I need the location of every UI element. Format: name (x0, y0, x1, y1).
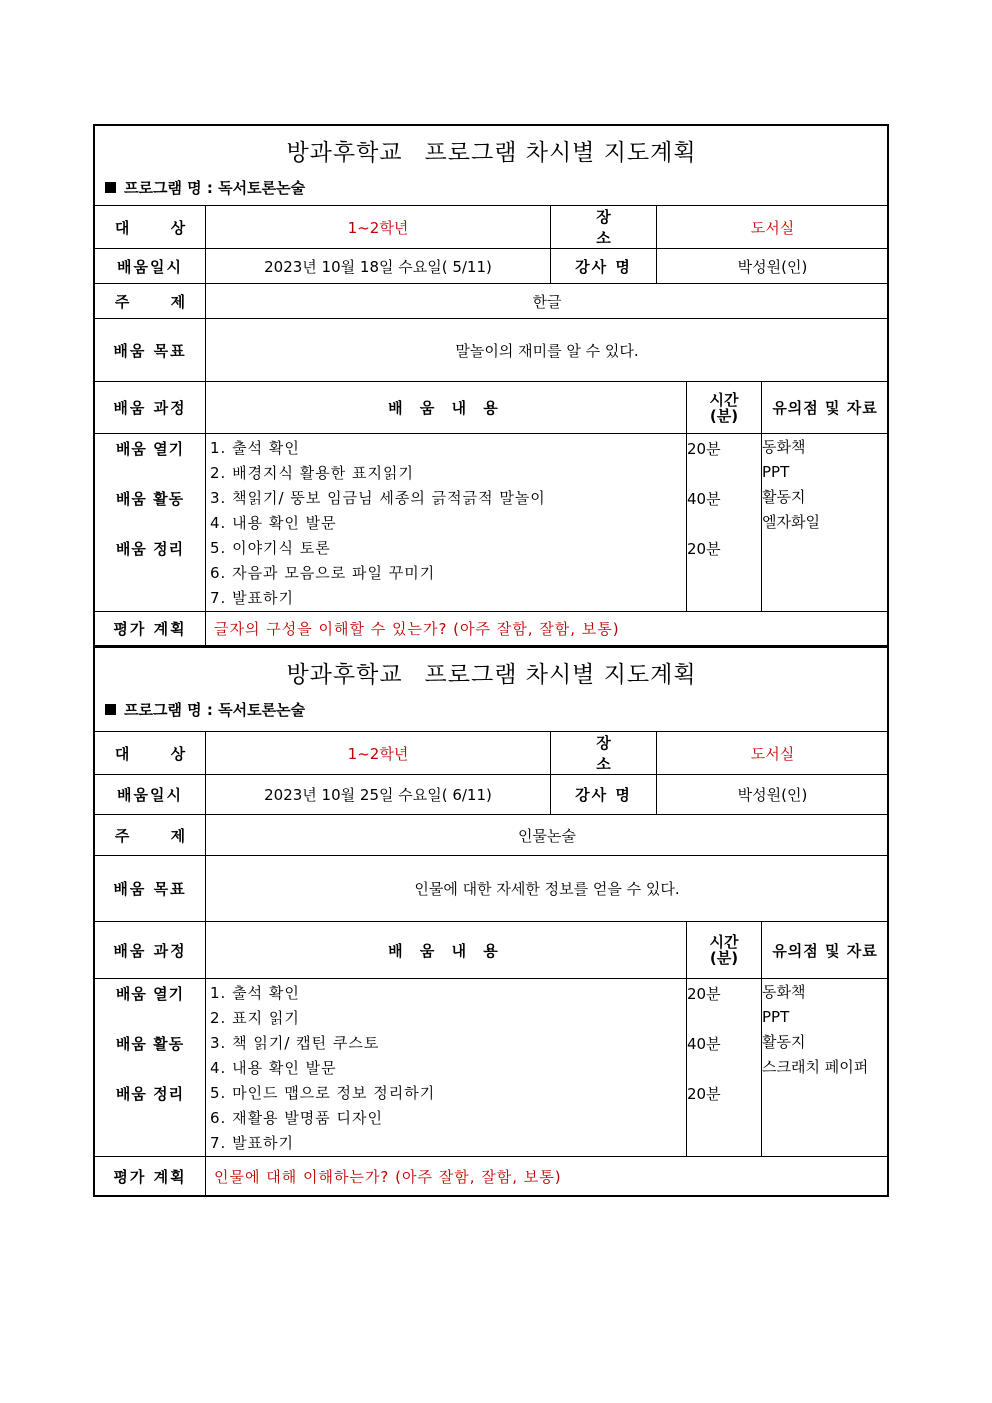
square-bullet-icon (105, 704, 116, 715)
program-name: 프로그램 명 : 독서토론논술 (95, 167, 888, 198)
list-item: 3. 책읽기/ 뚱보 임금님 세종의 긁적긁적 말놀이 (210, 489, 546, 507)
time-value: 20분 (687, 540, 721, 558)
topic-label: 주 제 (95, 284, 206, 319)
place-label: 장 소 (551, 732, 657, 775)
phase-activity: 배움 활동 (115, 490, 185, 508)
materials-label: 유의점 및 자료 (762, 922, 889, 979)
materials-column (762, 434, 889, 612)
goal-value: 말놀이의 재미를 알 수 있다. (206, 319, 889, 382)
phase-open: 배움 열기 (115, 985, 185, 1003)
goal-label: 배움 목표 (95, 319, 206, 382)
list-item: 5. 마인드 맵으로 정보 정리하기 (210, 1084, 436, 1102)
time-column (687, 434, 762, 612)
title-cell (95, 648, 889, 732)
instructor-label: 강사 명 (551, 249, 657, 284)
goal-value: 인물에 대한 자세한 정보를 얻을 수 있다. (206, 856, 889, 922)
material-item: 동화책 (762, 438, 806, 456)
material-item: 스크래치 페이퍼 (762, 1058, 869, 1076)
place-value: 도서실 (657, 206, 889, 249)
date-label: 배움일시 (95, 249, 206, 284)
lesson-plan-2 (94, 647, 888, 1196)
steps-cell (206, 979, 687, 1157)
content-label: 배 움 내 용 (206, 382, 687, 434)
time-value: 40분 (687, 490, 721, 508)
list-item: 6. 재활용 발명품 디자인 (210, 1109, 384, 1127)
list-item: 4. 내용 확인 발문 (210, 514, 337, 532)
process-label: 배움 과정 (95, 922, 206, 979)
phase-open: 배움 열기 (115, 440, 185, 458)
place-value: 도서실 (657, 732, 889, 775)
lesson-plan-1 (94, 125, 888, 646)
material-item: 동화책 (762, 983, 806, 1001)
list-item: 2. 표지 읽기 (210, 1009, 300, 1027)
target-label: 대 상 (95, 206, 206, 249)
time-column (687, 979, 762, 1157)
list-item: 3. 책 읽기/ 캡틴 쿠스토 (210, 1034, 380, 1052)
topic-label: 주 제 (95, 815, 206, 856)
page-title: 방과후학교 프로그램 차시별 지도계획 (286, 662, 697, 688)
phase-activity: 배움 활동 (115, 1035, 185, 1053)
material-item: 활동지 (762, 1033, 806, 1051)
steps-list (206, 434, 686, 611)
target-label: 대 상 (95, 732, 206, 775)
phase-column (95, 979, 206, 1157)
materials-column (762, 979, 889, 1157)
material-item: 활동지 (762, 488, 806, 506)
eval-value: 인물에 대해 이해하는가? (아주 잘함, 잘함, 보통) (206, 1157, 889, 1196)
time-value: 20분 (687, 440, 721, 458)
program-name: 프로그램 명 : 독서토론논술 (95, 689, 888, 720)
phase-wrapup: 배움 정리 (115, 1085, 185, 1103)
list-item: 6. 자음과 모음으로 파일 꾸미기 (210, 564, 436, 582)
list-item: 4. 내용 확인 발문 (210, 1059, 337, 1077)
topic-value: 한글 (206, 284, 889, 319)
date-value: 2023년 10월 25일 수요일( 6/11) (206, 775, 551, 815)
plan-table (94, 125, 889, 646)
list-item: 5. 이야기식 토론 (210, 539, 331, 557)
list-item: 2. 배경지식 활용한 표지읽기 (210, 464, 415, 482)
material-item: 엘자화일 (762, 513, 820, 531)
time-label: 시간 (분) (687, 922, 762, 979)
date-value: 2023년 10월 18일 수요일( 5/11) (206, 249, 551, 284)
goal-label: 배움 목표 (95, 856, 206, 922)
materials-label: 유의점 및 자료 (762, 382, 889, 434)
plan-table (94, 647, 889, 1196)
target-value: 1~2학년 (206, 732, 551, 775)
topic-value: 인물논술 (206, 815, 889, 856)
time-value: 40분 (687, 1035, 721, 1053)
list-item: 1. 출석 확인 (210, 439, 300, 457)
square-bullet-icon (105, 182, 116, 193)
steps-cell (206, 434, 687, 612)
place-label: 장 소 (551, 206, 657, 249)
list-item: 7. 발표하기 (210, 589, 295, 607)
title-cell (95, 126, 889, 206)
date-label: 배움일시 (95, 775, 206, 815)
material-item: PPT (762, 463, 790, 481)
process-label: 배움 과정 (95, 382, 206, 434)
eval-label: 평가 계획 (95, 612, 206, 646)
target-value: 1~2학년 (206, 206, 551, 249)
instructor-value: 박성원(인) (657, 775, 889, 815)
material-item: PPT (762, 1008, 790, 1026)
steps-list (206, 979, 686, 1156)
list-item: 7. 발표하기 (210, 1134, 295, 1152)
time-value: 20분 (687, 985, 721, 1003)
phase-wrapup: 배움 정리 (115, 540, 185, 558)
instructor-value: 박성원(인) (657, 249, 889, 284)
eval-label: 평가 계획 (95, 1157, 206, 1196)
eval-value: 글자의 구성을 이해할 수 있는가? (아주 잘함, 잘함, 보통) (206, 612, 889, 646)
content-label: 배 움 내 용 (206, 922, 687, 979)
page-title: 방과후학교 프로그램 차시별 지도계획 (286, 140, 697, 166)
time-value: 20분 (687, 1085, 721, 1103)
instructor-label: 강사 명 (551, 775, 657, 815)
phase-column (95, 434, 206, 612)
list-item: 1. 출석 확인 (210, 984, 300, 1002)
time-label: 시간 (분) (687, 382, 762, 434)
